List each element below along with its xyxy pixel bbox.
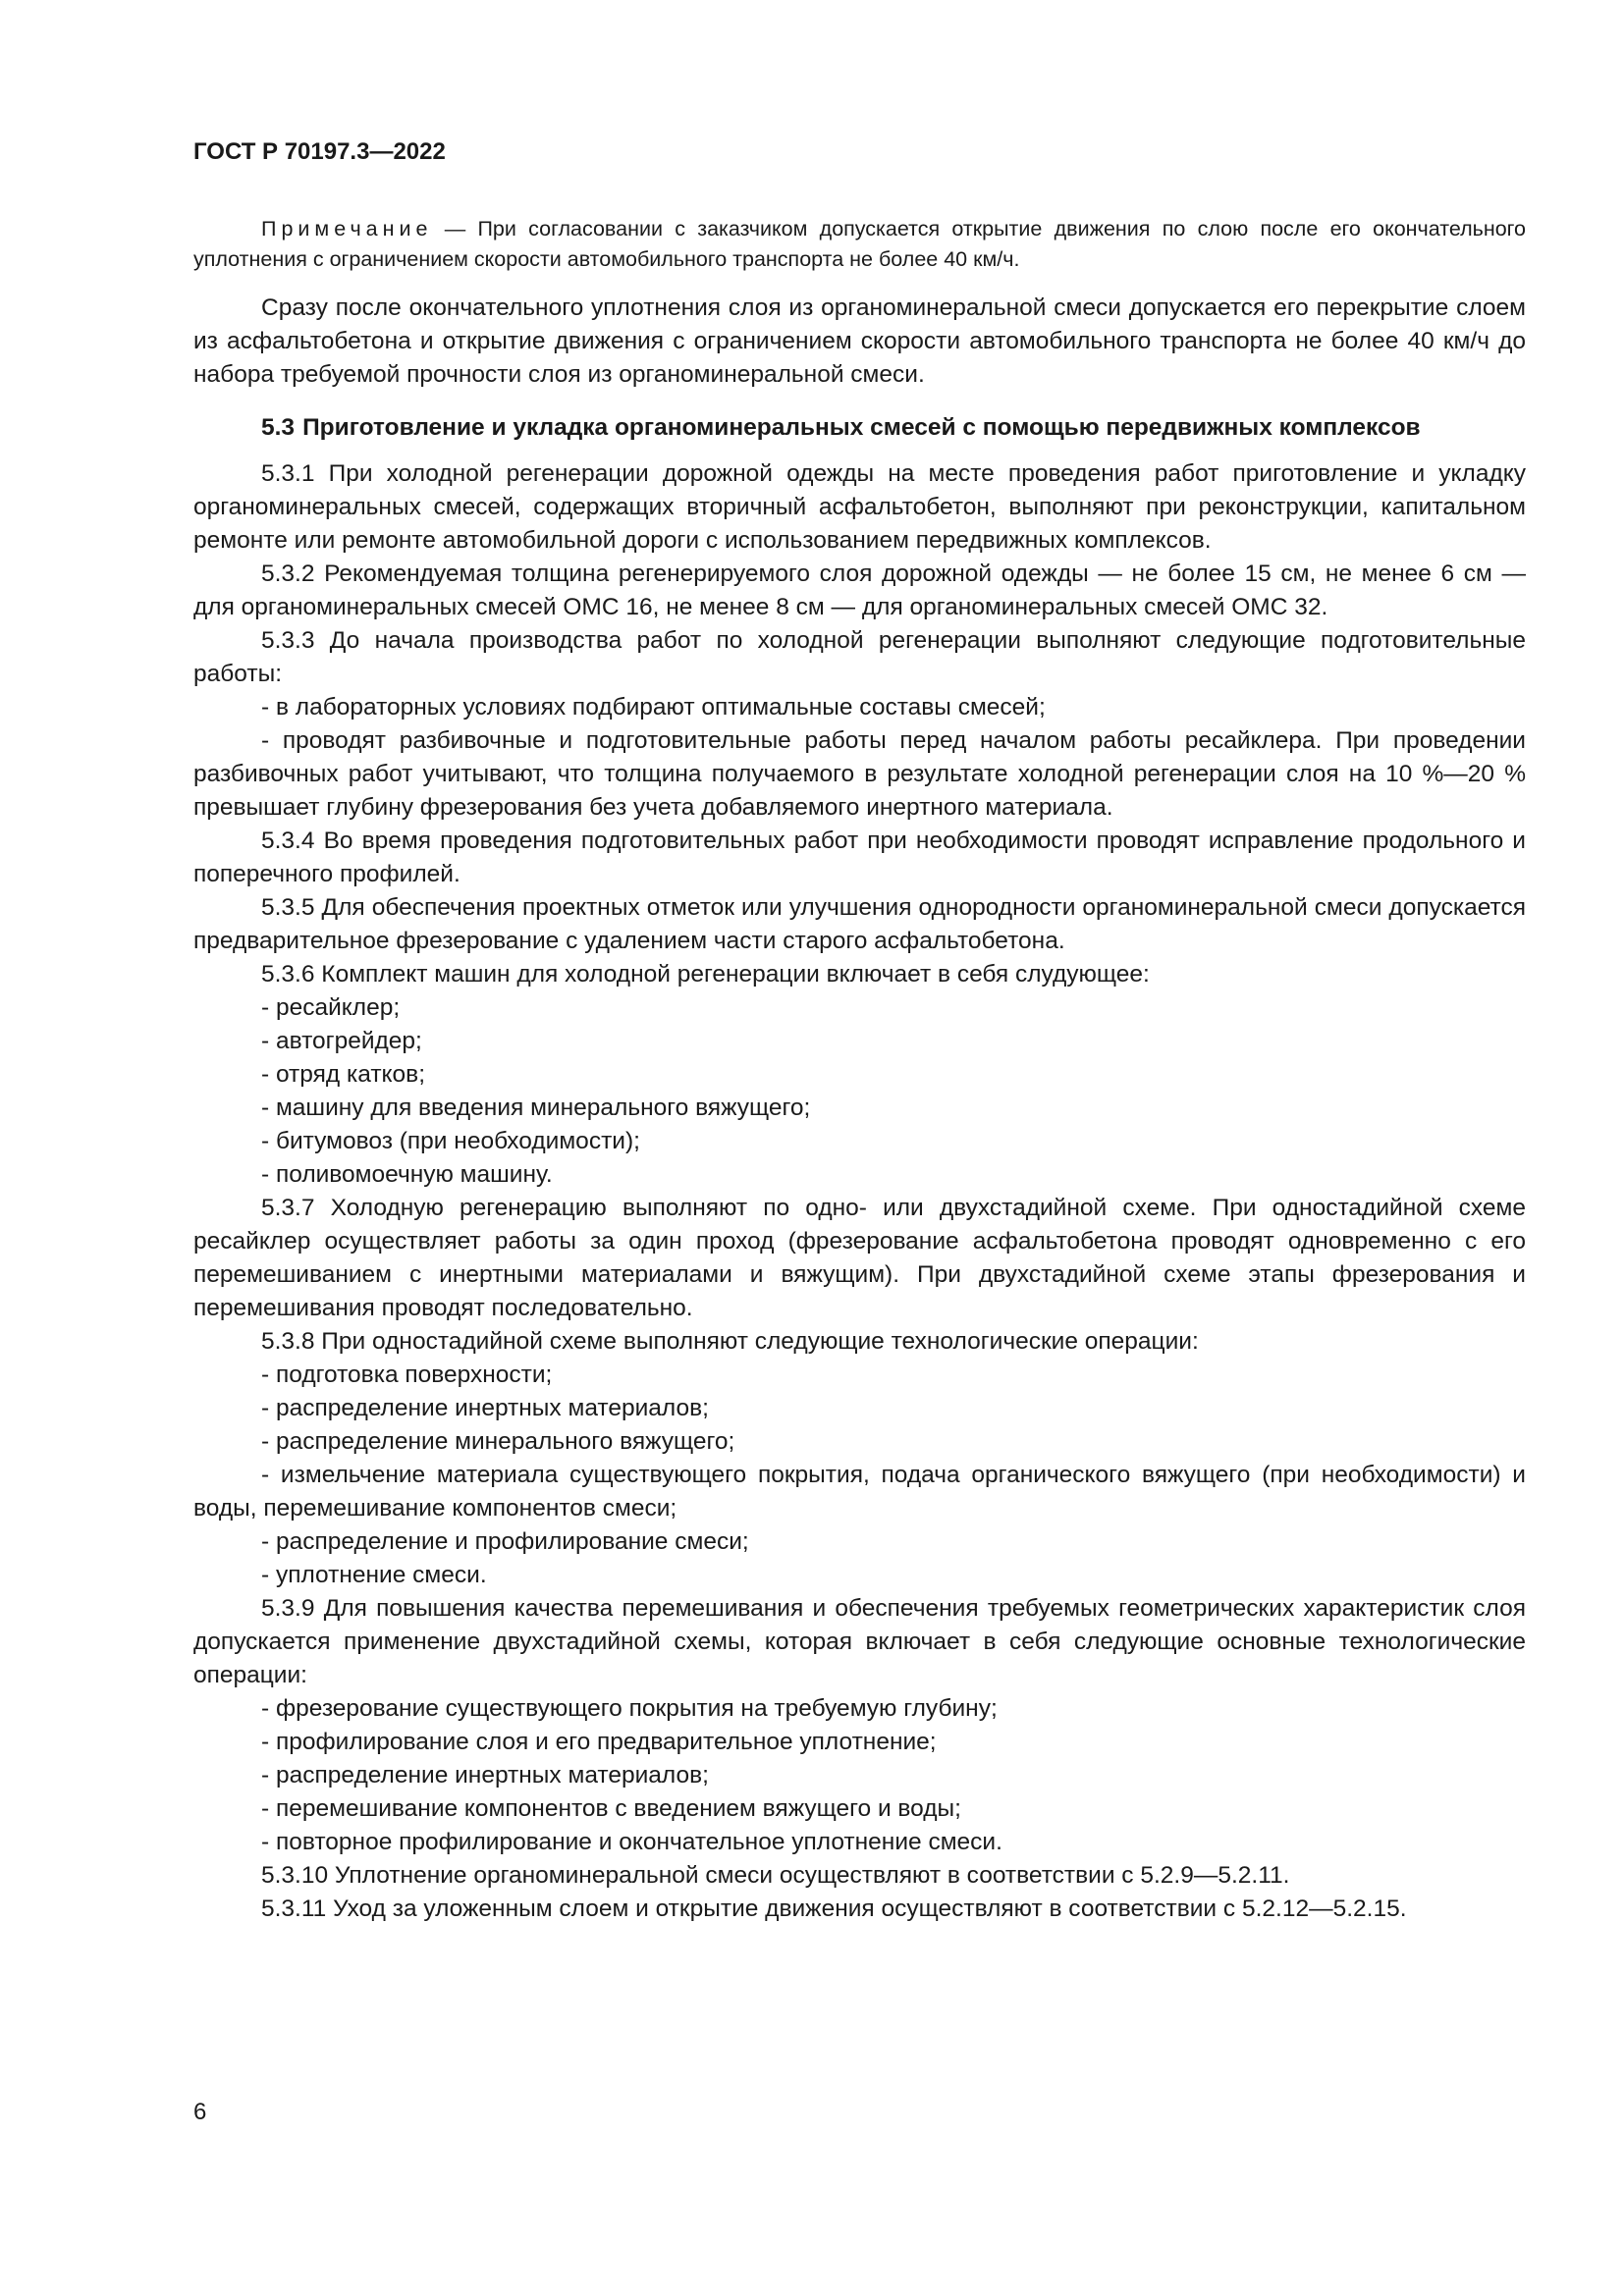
intro-paragraph: Сразу после окончательного уплотнения слоя из органоминеральной смеси допускается его перекрытие слоем из асфальтобетона и открытие движения с ограничением скорости автомобильного транспорта не более 40 км/ч до набора требуемой прочности слоя из органоминеральной смеси. <box>193 294 1526 388</box>
list-item: - ресайклер; <box>261 994 401 1021</box>
list-item: - подготовка поверхности; <box>261 1362 553 1388</box>
section-heading <box>193 411 1526 445</box>
list-item: - перемешивание компонентов с введением вяжущего и воды; <box>261 1795 961 1822</box>
list-item: - в лабораторных условиях подбирают оптимальные составы смесей; <box>261 694 1046 721</box>
list-item: - автогрейдер; <box>261 1028 422 1054</box>
list-item: - уплотнение смеси. <box>261 1562 487 1588</box>
list-item: - повторное профилирование и окончательное уплотнение смеси. <box>261 1829 1002 1855</box>
list-item: - профилирование слоя и его предварительное уплотнение; <box>261 1729 937 1755</box>
list-item: - распределение инертных материалов; <box>261 1762 709 1789</box>
clause-5-3-6: 5.3.6 Комплект машин для холодной регенерации включает в себя слудующее: <box>261 961 1150 988</box>
clause-5-3-9: 5.3.9 Для повышения качества перемешивания и обеспечения требуемых геометрических характеристик слоя допускается применение двухстадийной схемы, которая включает в себя следующие основные технологические операции: <box>193 1595 1526 1688</box>
document-page <box>193 137 1526 2199</box>
clause-5-3-4: 5.3.4 Во время проведения подготовительных работ при необходимости проводят исправление продольного и поперечного профилей. <box>193 828 1526 887</box>
document-code-header: ГОСТ Р 70197.3—2022 <box>193 138 446 165</box>
list-item: - поливомоечную машину. <box>261 1161 553 1188</box>
clause-5-3-3: 5.3.3 До начала производства работ по холодной регенерации выполняют следующие подготовительные работы: <box>193 627 1526 687</box>
clause-5-3-7: 5.3.7 Холодную регенерацию выполняют по одно- или двухстадийной схеме. При одностадийной схеме ресайклер осуществляет работы за один проход (фрезерование асфальтобетона проводят одновременно с его перемешиванием с инертными материалами и вяжущим). При двухстадийной схеме этапы фрезерования и перемешивания проводят последовательно. <box>193 1195 1526 1321</box>
list-item: - отряд катков; <box>261 1061 426 1088</box>
clause-5-3-10: 5.3.10 Уплотнение органоминеральной смеси осуществляют в соответствии с 5.2.9—5.2.11. <box>261 1862 1290 1889</box>
clause-5-3-5: 5.3.5 Для обеспечения проектных отметок или улучшения однородности органоминеральной смеси допускается предварительное фрезерование с удалением части старого асфальтобетона. <box>193 894 1526 954</box>
list-item: - распределение инертных материалов; <box>261 1395 709 1421</box>
section-title: Приготовление и укладка органоминеральных смесей с помощью передвижных комплексов <box>302 414 1421 441</box>
list-item: - битумовоз (при необходимости); <box>261 1128 640 1154</box>
note-paragraph <box>193 214 1526 275</box>
list-item: - проводят разбивочные и подготовительные работы перед началом работы ресайклера. При проведении разбивочных работ учитывают, что толщина получаемого в результате холодной регенерации слоя на 10 %—20 % превышает глубину фрезерования без учета добавляемого инертного материала. <box>193 727 1526 821</box>
list-item: - распределение минерального вяжущего; <box>261 1428 735 1455</box>
section-number: 5.3 <box>261 414 296 441</box>
list-item: - распределение и профилирование смеси; <box>261 1528 749 1555</box>
clause-5-3-11: 5.3.11 Уход за уложенным слоем и открытие движения осуществляют в соответствии с 5.2.12—5.2.15. <box>261 1896 1407 1922</box>
note-text: — При согласовании с заказчиком допускается открытие движения по слою после его окончательного уплотнения с ограничением скорости автомобильного транспорта не более 40 км/ч. <box>193 217 1526 271</box>
list-item: - машину для введения минерального вяжущего; <box>261 1095 811 1121</box>
list-item: - измельчение материала существующего покрытия, подача органического вяжущего (при необходимости) и воды, перемешивание компонентов смеси; <box>193 1462 1526 1522</box>
clause-5-3-8: 5.3.8 При одностадийной схеме выполняют следующие технологические операции: <box>261 1328 1199 1355</box>
note-label: Примечание <box>261 217 433 240</box>
clause-5-3-1: 5.3.1 При холодной регенерации дорожной одежды на месте проведения работ приготовление и укладку органоминеральных смесей, содержащих вторичный асфальтобетон, выполняют при реконструкции, капитальном ремонте или ремонте автомобильной дороги с использованием передвижных комплексов. <box>193 460 1526 554</box>
clause-5-3-2: 5.3.2 Рекомендуемая толщина регенерируемого слоя дорожной одежды — не более 15 см, не менее 6 см — для органоминеральных смесей ОМС 16, не менее 8 см — для органоминеральных смесей ОМС 32. <box>193 561 1526 620</box>
list-item: - фрезерование существующего покрытия на требуемую глубину; <box>261 1695 998 1722</box>
page-number: 6 <box>193 2099 207 2125</box>
